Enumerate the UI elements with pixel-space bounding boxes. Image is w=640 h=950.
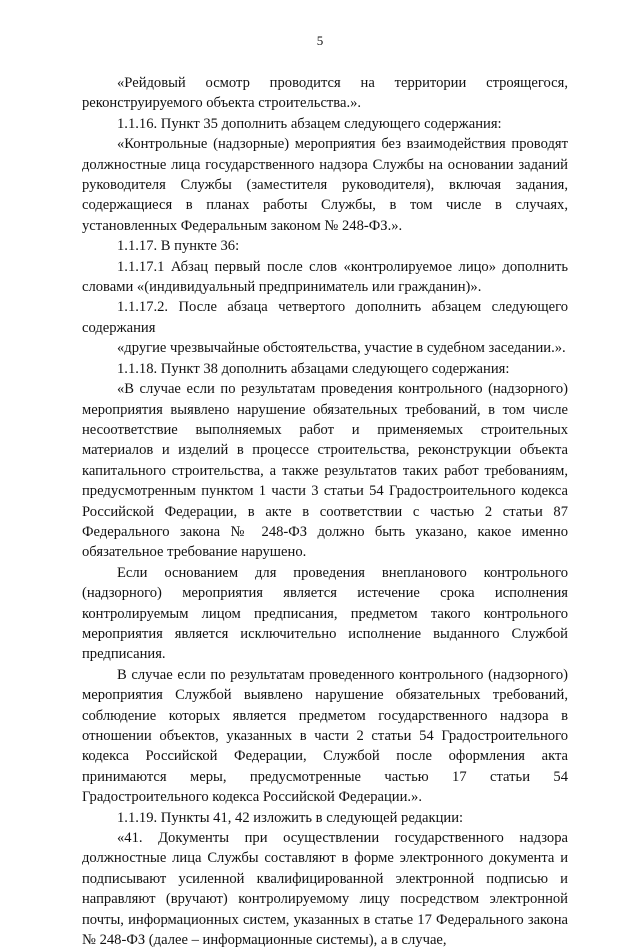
paragraph-1-1-16: 1.1.16. Пункт 35 дополнить абзацем следующего содержания:	[117, 115, 502, 132]
page-number: 5	[316, 33, 324, 48]
paragraph-violation-act: «В случае если по результатам проведения контрольного (надзорного) мероприятия выявлено нарушение обязательных требований, в том числе несоответствие выполняемых работ и применяемых строительных материалов и изделий в процессе строительства, реконструкции объекта капитального строительства, а также результатов таких работ требованиям, предусмотренным пунктом 1 части 3 статьи 54 Градостроительного кодекса Российской Федерации, в акте в соответствии с частью 2 статьи 87 Федерального закона № 248-ФЗ должно быть указано, какое именно обязательное требование нарушено.	[82, 381, 568, 561]
paragraph-article-54: В случае если по результатам проведенного контрольного (надзорного) мероприятия Службой выявлено нарушение обязательных требований, соблюдение которых является предметом государственного надзора в отношении объектов, указанных в части 2 статьи 54 Градостроительного кодекса Российской Федерации, Службой после оформления акта принимаются меры, предусмотренные частью 17 статьи 54 Градостроительного кодекса Российской Федерации.».	[82, 666, 568, 806]
paragraph-1-1-18: 1.1.18. Пункт 38 дополнить абзацами следующего содержания:	[117, 360, 510, 377]
paragraph-1-1-17-1: 1.1.17.1 Абзац первый после слов «контролируемое лицо» дополнить словами «(индивидуальный предприниматель или гражданин)».	[82, 258, 568, 296]
paragraph-emergency: «другие чрезвычайные обстоятельства, участие в судебном заседании.».	[117, 340, 566, 357]
paragraph-unscheduled: Если основанием для проведения внепланового контрольного (надзорного) мероприятия является истечение срока исполнения контролируемым лицом предписания, предметом такого контрольного мероприятия является исключительно исполнение выданного Службой предписания.	[82, 564, 568, 663]
paragraph-1-1-19: 1.1.19. Пункты 41, 42 изложить в следующей редакции:	[117, 809, 464, 826]
paragraph-1-1-17-2: 1.1.17.2. После абзаца четвертого дополнить абзацем следующего содержания	[82, 299, 568, 336]
document-body	[82, 73, 568, 950]
paragraph-41-documents: «41. Документы при осуществлении государственного надзора должностные лица Службы составляют в форме электронного документа и подписывают усиленной квалифицированной электронной подписью и направляют (вручают) контролируемому лицу посредством электронной почты, информационных систем, указанных в статье 17 Федерального закона № 248-ФЗ (далее – информационные системы), а в случае,	[82, 830, 568, 949]
paragraph-raid-inspection: «Рейдовый осмотр проводится на территории строящегося, реконструируемого объекта строительства.».	[82, 75, 568, 112]
paragraph-1-1-17: 1.1.17. В пункте 36:	[117, 238, 240, 255]
paragraph-control-measures: «Контрольные (надзорные) мероприятия без взаимодействия проводят должностные лица государственного надзора Службы на основании заданий руководителя Службы (заместителя руководителя), включая задания, содержащиеся в планах работы Службы, в том числе в случаях, установленных Федеральным законом № 248-ФЗ.».	[82, 136, 568, 234]
